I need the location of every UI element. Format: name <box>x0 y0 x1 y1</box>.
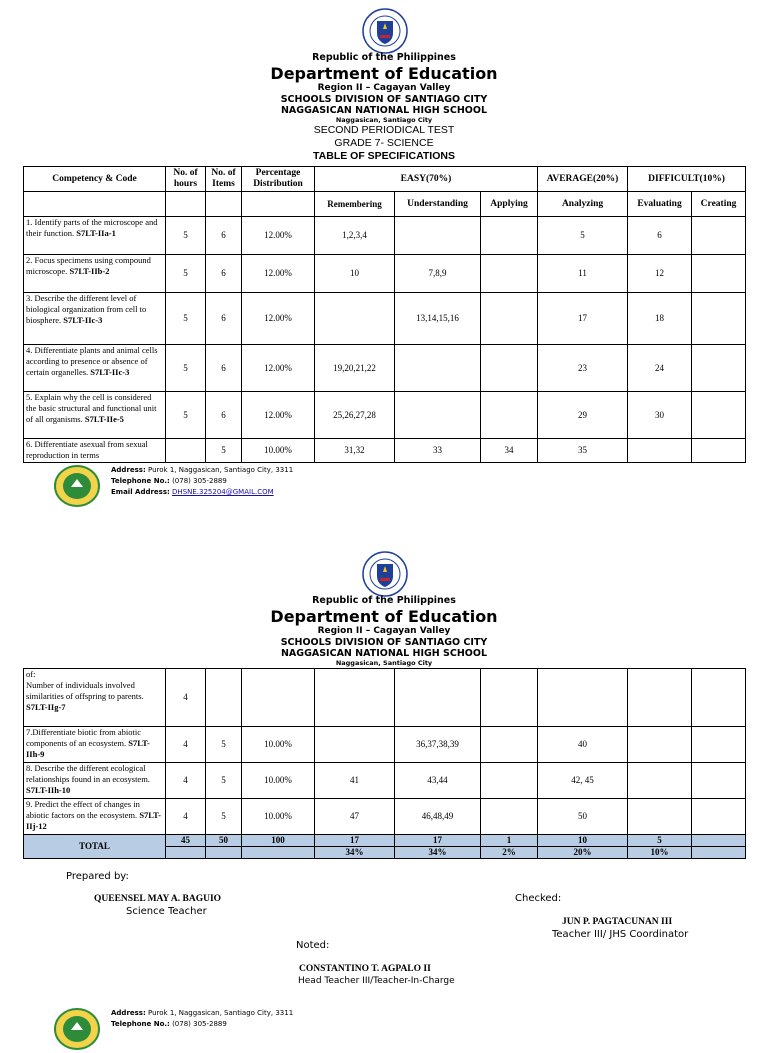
cell-ana: 29 <box>538 392 628 439</box>
checked-label: Checked: <box>515 893 562 904</box>
cell-hours: 4 <box>166 727 206 763</box>
cell-items: 6 <box>206 392 242 439</box>
competency-code: S7LT-IIg-7 <box>26 702 66 712</box>
cell-app <box>481 255 538 293</box>
cell-rem <box>315 669 395 727</box>
cell-und: 33 <box>395 439 481 463</box>
division-label-2: SCHOOLS DIVISION OF SANTIAGO CITY <box>280 637 488 648</box>
prepared-title: Science Teacher <box>126 906 207 917</box>
deped-seal-icon <box>362 8 408 54</box>
cell-hours: 5 <box>166 255 206 293</box>
cell-app <box>481 669 538 727</box>
cell-ana: 5 <box>538 217 628 255</box>
footer-email-link[interactable]: DHSNE.325204@GMAIL.COM <box>172 488 274 496</box>
division-label: SCHOOLS DIVISION OF SANTIAGO CITY <box>280 94 488 105</box>
total-items: 50 <box>206 835 242 847</box>
total-app: 1 <box>481 835 538 847</box>
school-logo-icon <box>54 465 100 507</box>
noted-name: CONSTANTINO T. AGPALO II <box>299 964 431 974</box>
cell-cre <box>692 669 746 727</box>
total-cre <box>692 835 746 847</box>
cell-cre <box>692 293 746 345</box>
republic-label-2: Republic of the Philippines <box>312 595 456 606</box>
cell-app <box>481 293 538 345</box>
competency-code: S7LT-IIa-1 <box>76 228 116 238</box>
region-label-2: Region II – Cagayan Valley <box>317 626 451 636</box>
cell-und <box>395 669 481 727</box>
school-logo-icon <box>54 1008 100 1050</box>
cell-hours: 5 <box>166 293 206 345</box>
header-hours: No. of hours <box>166 167 206 192</box>
school-name: NAGGASICAN NATIONAL HIGH SCHOOL <box>280 105 488 116</box>
cell-ana: 35 <box>538 439 628 463</box>
cell-pct: 10.00% <box>242 727 315 763</box>
tos-table-page2 <box>23 668 746 859</box>
competency-cell: 2. Focus specimens using compound microscope. S7LT-IIb-2 <box>24 255 166 293</box>
department-title: Department of Education <box>270 64 498 83</box>
checked-name: JUN P. PAGTACUNAN III <box>562 917 673 927</box>
cell-hours: 4 <box>166 669 206 727</box>
cell-app <box>481 217 538 255</box>
cell-items: 6 <box>206 255 242 293</box>
competency-code: S7LT-IIe-5 <box>84 414 124 424</box>
header-creating: Creating <box>692 192 746 217</box>
cell-rem <box>315 727 395 763</box>
cell-hours: 5 <box>166 345 206 392</box>
cell-pct: 10.00% <box>242 439 315 463</box>
total-pct: 100 <box>242 835 315 847</box>
cell-hours: 4 <box>166 799 206 835</box>
footer-phone: (078) 305-2889 <box>172 477 227 485</box>
prepared-name: QUEENSEL MAY A. BAGUIO <box>94 894 222 904</box>
cell-cre <box>692 439 746 463</box>
competency-code: S7LT-IIb-2 <box>69 266 110 276</box>
cell-items <box>206 669 242 727</box>
header-easy: EASY(70%) <box>315 167 538 192</box>
checked-title: Teacher III/ JHS Coordinator <box>552 929 689 940</box>
cell-ana: 11 <box>538 255 628 293</box>
competency-cell: 4. Differentiate plants and animal cells according to presence or absence of certain organelles. S7LT-IIc-3 <box>24 345 166 392</box>
cell-und <box>395 345 481 392</box>
cell-rem: 41 <box>315 763 395 799</box>
region-label: Region II – Cagayan Valley <box>317 83 451 93</box>
cell-cre <box>692 217 746 255</box>
competency-cell: 3. Describe the different level of biological organization from cell to biosphere. S7LT-IIc-3 <box>24 293 166 345</box>
competency-code: S7LT-IIc-3 <box>90 367 130 377</box>
cell-pct: 12.00% <box>242 255 315 293</box>
cell-cre <box>692 255 746 293</box>
cell-app <box>481 799 538 835</box>
cell-eva <box>628 439 692 463</box>
table-row <box>24 763 746 799</box>
cell-rem: 19,20,21,22 <box>315 345 395 392</box>
competency-cell: 1. Identify parts of the microscope and their function. S7LT-IIa-1 <box>24 217 166 255</box>
cell-items: 5 <box>206 763 242 799</box>
cell-rem: 25,26,27,28 <box>315 392 395 439</box>
total-label: TOTAL <box>24 835 166 859</box>
header-percentage: Percentage Distribution <box>242 167 315 192</box>
cell-eva <box>628 799 692 835</box>
cell-hours <box>166 439 206 463</box>
cell-ana: 17 <box>538 293 628 345</box>
deped-seal-icon <box>362 551 408 597</box>
prepared-label: Prepared by: <box>66 871 129 882</box>
header-remembering: Remembering <box>315 192 395 217</box>
total-eva-pct: 10% <box>628 847 692 859</box>
cell-und: 46,48,49 <box>395 799 481 835</box>
header-average: AVERAGE(20%) <box>538 167 628 192</box>
cell-pct: 12.00% <box>242 217 315 255</box>
header-understanding: Understanding <box>395 192 481 217</box>
total-und: 17 <box>395 835 481 847</box>
competency-cell: 5. Explain why the cell is considered the basic structural and functional unit of all organisms. S7LT-IIe-5 <box>24 392 166 439</box>
cell-rem <box>315 293 395 345</box>
competency-cell: 6. Differentiate asexual from sexual reproduction in terms <box>24 439 166 463</box>
cell-pct: 12.00% <box>242 392 315 439</box>
cell-pct: 12.00% <box>242 293 315 345</box>
header-applying: Applying <box>481 192 538 217</box>
total-hours: 45 <box>166 835 206 847</box>
cell-items: 6 <box>206 345 242 392</box>
total-und-pct: 34% <box>395 847 481 859</box>
cell-app <box>481 392 538 439</box>
cell-eva <box>628 763 692 799</box>
total-rem: 17 <box>315 835 395 847</box>
cell-hours: 5 <box>166 217 206 255</box>
cell-app <box>481 727 538 763</box>
header-items: No. of Items <box>206 167 242 192</box>
cell-hours: 4 <box>166 763 206 799</box>
tos-title: TABLE OF SPECIFICATIONS <box>313 150 455 162</box>
cell-app <box>481 763 538 799</box>
table-row <box>24 345 746 392</box>
cell-ana: 50 <box>538 799 628 835</box>
table-row <box>24 392 746 439</box>
table-row <box>24 439 746 463</box>
competency-cell: 9. Predict the effect of changes in abiotic factors on the ecosystem. S7LT-IIj-12 <box>24 799 166 835</box>
cell-pct: 10.00% <box>242 763 315 799</box>
cell-und <box>395 392 481 439</box>
cell-items: 5 <box>206 439 242 463</box>
total-eva: 5 <box>628 835 692 847</box>
cell-cre <box>692 763 746 799</box>
cell-rem: 1,2,3,4 <box>315 217 395 255</box>
total-app-pct: 2% <box>481 847 538 859</box>
noted-title: Head Teacher III/Teacher-In-Charge <box>298 976 455 986</box>
cell-eva: 24 <box>628 345 692 392</box>
cell-pct: 12.00% <box>242 345 315 392</box>
cell-eva: 6 <box>628 217 692 255</box>
cell-ana: 40 <box>538 727 628 763</box>
cell-pct <box>242 669 315 727</box>
competency-cell: 8. Describe the different ecological relationships found in an ecosystem. S7LT-IIh-10 <box>24 763 166 799</box>
cell-eva <box>628 727 692 763</box>
cell-cre <box>692 392 746 439</box>
header-competency: Competency & Code <box>24 167 166 192</box>
cell-und: 13,14,15,16 <box>395 293 481 345</box>
cell-rem: 31,32 <box>315 439 395 463</box>
cell-app: 34 <box>481 439 538 463</box>
cell-rem: 47 <box>315 799 395 835</box>
school-name-2: NAGGASICAN NATIONAL HIGH SCHOOL <box>280 648 488 659</box>
cell-pct: 10.00% <box>242 799 315 835</box>
total-ana: 10 <box>538 835 628 847</box>
cell-cre <box>692 799 746 835</box>
school-address: Naggasican, Santiago City <box>335 116 433 124</box>
table-row <box>24 217 746 255</box>
cell-eva <box>628 669 692 727</box>
table-row <box>24 727 746 763</box>
cell-eva: 18 <box>628 293 692 345</box>
header-evaluating: Evaluating <box>628 192 692 217</box>
cell-eva: 12 <box>628 255 692 293</box>
table-row <box>24 293 746 345</box>
total-rem-pct: 34% <box>315 847 395 859</box>
table-row <box>24 669 746 727</box>
cell-ana: 42, 45 <box>538 763 628 799</box>
republic-label: Republic of the Philippines <box>312 52 456 63</box>
tos-table-page1 <box>23 166 746 463</box>
noted-label: Noted: <box>296 940 330 951</box>
test-title: SECOND PERIODICAL TEST <box>313 124 455 136</box>
cell-und: 36,37,38,39 <box>395 727 481 763</box>
cell-cre <box>692 345 746 392</box>
footer-address: Purok 1, Naggasican, Santiago City, 3311 <box>148 466 294 474</box>
school-address-2: Naggasican, Santiago City <box>335 659 433 667</box>
competency-code: S7LT-IIj-12 <box>26 810 161 831</box>
cell-ana <box>538 669 628 727</box>
competency-code: S7LT-IIh-9 <box>26 738 150 759</box>
cell-ana: 23 <box>538 345 628 392</box>
table-row <box>24 255 746 293</box>
footer-page1: Address: Purok 1, Naggasican, Santiago City, 3311 Telephone No.: (078) 305-2889 Email Address: DHSNE.325204@GMAIL.COM <box>54 465 374 510</box>
footer-page2: Address: Purok 1, Naggasican, Santiago City, 3311 Telephone No.: (078) 305-2889 <box>54 1008 374 1053</box>
cell-app <box>481 345 538 392</box>
competency-cell: 7.Differentiate biotic from abiotic components of an ecosystem. S7LT-IIh-9 <box>24 727 166 763</box>
cell-und: 43,44 <box>395 763 481 799</box>
header-analyzing: Analyzing <box>538 192 628 217</box>
cell-und <box>395 217 481 255</box>
cell-hours: 5 <box>166 392 206 439</box>
total-ana-pct: 20% <box>538 847 628 859</box>
competency-code: S7LT-IIc-3 <box>63 315 103 325</box>
cell-cre <box>692 727 746 763</box>
cell-items: 5 <box>206 727 242 763</box>
competency-cell: of: Number of individuals involved similarities of offspring to parents. S7LT-IIg-7 <box>24 669 166 727</box>
cell-items: 5 <box>206 799 242 835</box>
department-title-2: Department of Education <box>270 607 498 626</box>
cell-und: 7,8,9 <box>395 255 481 293</box>
cell-items: 6 <box>206 217 242 255</box>
table-row <box>24 799 746 835</box>
grade-title: GRADE 7- SCIENCE <box>334 137 434 149</box>
cell-eva: 30 <box>628 392 692 439</box>
cell-rem: 10 <box>315 255 395 293</box>
cell-items: 6 <box>206 293 242 345</box>
competency-code: S7LT-IIh-10 <box>26 785 71 795</box>
header-difficult: DIFFICULT(10%) <box>628 167 746 192</box>
